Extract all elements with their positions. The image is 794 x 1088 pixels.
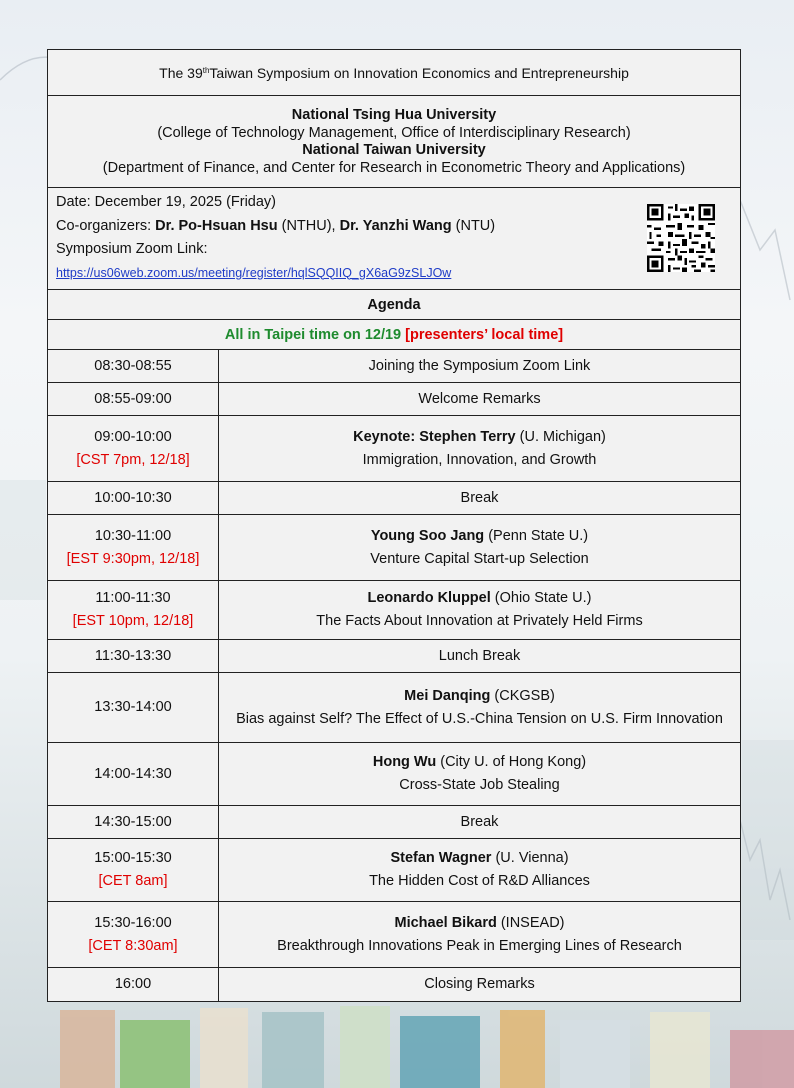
taipei-time: 10:00-10:30	[94, 489, 172, 506]
agenda-row	[48, 839, 740, 902]
local-time-note: [presenters’ local time]	[405, 326, 564, 343]
agenda-table	[48, 350, 740, 1001]
agenda-row	[48, 673, 740, 743]
session-title: Closing Remarks	[424, 976, 535, 992]
session-title: Lunch Break	[438, 647, 521, 664]
presenter	[390, 847, 568, 870]
co-organizer-affiliation: (NTHU),	[277, 217, 340, 234]
session-title: Joining the Symposium Zoom Link	[368, 357, 591, 374]
session-description	[219, 350, 740, 382]
session-time	[48, 806, 219, 838]
session-time	[48, 581, 219, 639]
paper-title: Cross-State Job Stealing	[399, 777, 560, 793]
agenda-row	[48, 640, 740, 673]
paper-title: The Facts About Innovation at Privately Held Firms	[316, 613, 643, 629]
session-time	[48, 640, 219, 672]
session-time	[48, 743, 219, 805]
presenter-local-time: [EST 10pm, 12/18]	[72, 613, 194, 629]
presenter	[404, 685, 555, 708]
session-title: Welcome Remarks	[418, 390, 541, 407]
presenter	[368, 587, 592, 610]
co-organizer-name: Dr. Yanzhi Wang	[339, 217, 452, 234]
host-name: National Taiwan University	[302, 142, 486, 158]
taipei-time: 14:00-14:30	[94, 765, 172, 782]
presenter-affiliation: (City U. of Hong Kong)	[436, 754, 587, 770]
zoom-link-label: Symposium Zoom Link:	[56, 241, 208, 257]
event-date: Date: December 19, 2025 (Friday)	[56, 194, 277, 210]
session-description	[219, 581, 740, 639]
paper-title: Venture Capital Start-up Selection	[370, 550, 589, 567]
co-organizer-name: Dr. Po-Hsuan Hsu	[155, 217, 278, 234]
taipei-time: 15:30-16:00	[94, 914, 172, 931]
agenda-row	[48, 482, 740, 515]
host-units: (College of Technology Management, Office of Interdisciplinary Research)	[157, 124, 631, 141]
session-title: Break	[460, 813, 499, 830]
session-description	[219, 416, 740, 481]
agenda-row	[48, 383, 740, 416]
agenda-row	[48, 350, 740, 383]
title-ordinal-suffix: th	[202, 66, 210, 75]
taipei-time-note: All in Taipei time on 12/19	[224, 326, 402, 343]
agenda-row	[48, 515, 740, 581]
presenter-name: Young Soo Jang	[370, 527, 485, 544]
presenter-name: Michael Bikard	[394, 914, 497, 931]
presenter-name: Leonardo Kluppel	[367, 590, 491, 606]
session-description	[219, 640, 740, 672]
zoom-registration-link[interactable]: https://us06web.zoom.us/meeting/register/hqlSQQIIQ_gX6aG9zSLJOw	[56, 265, 452, 280]
taipei-time: 16:00	[114, 976, 152, 992]
presenter-local-time: [CET 8am]	[98, 873, 168, 889]
session-title: Break	[460, 489, 499, 506]
co-organizers-label: Co-organizers:	[56, 217, 156, 234]
session-description	[219, 839, 740, 901]
session-description	[219, 902, 740, 967]
host-units: (Department of Finance, and Center for Research in Econometric Theory and Applications)	[102, 159, 686, 176]
presenter	[353, 426, 606, 449]
session-time	[48, 839, 219, 901]
paper-title: The Hidden Cost of R&D Alliances	[369, 873, 590, 889]
taipei-time: 10:30-11:00	[94, 527, 172, 544]
session-description	[219, 743, 740, 805]
presenter-affiliation: (U. Michigan)	[515, 428, 606, 445]
presenter	[371, 525, 588, 548]
paper-title: Immigration, Innovation, and Growth	[362, 451, 597, 468]
session-description	[219, 806, 740, 838]
session-time	[48, 902, 219, 967]
session-description	[219, 968, 740, 1001]
session-description	[219, 383, 740, 415]
taipei-time: 15:00-15:30	[94, 850, 172, 866]
presenter-affiliation: (Penn State U.)	[484, 527, 589, 544]
session-time	[48, 515, 219, 580]
session-description	[219, 673, 740, 742]
session-time	[48, 350, 219, 382]
presenter	[394, 912, 564, 935]
session-description	[219, 515, 740, 580]
taipei-time: 13:30-14:00	[94, 699, 172, 715]
paper-title: Breakthrough Innovations Peak in Emerging Lines of Research	[277, 937, 682, 954]
bar-chart-decoration	[60, 1006, 794, 1088]
presenter-affiliation: (U. Vienna)	[491, 850, 569, 866]
co-organizers	[56, 215, 740, 239]
presenter-name: Keynote: Stephen Terry	[353, 428, 516, 445]
qr-code-icon[interactable]	[647, 204, 715, 272]
session-time	[48, 383, 219, 415]
taipei-time: 14:30-15:00	[94, 813, 172, 830]
presenter	[373, 751, 586, 774]
presenter-affiliation: (INSEAD)	[496, 914, 565, 931]
presenter-local-time: [CET 8:30am]	[88, 937, 178, 954]
taipei-time: 08:55-09:00	[94, 390, 172, 407]
paper-title: Bias against Self? The Effect of U.S.-China Tension on U.S. Firm Innovation	[236, 710, 723, 727]
taipei-time: 11:00-11:30	[95, 590, 171, 606]
session-time	[48, 673, 219, 742]
session-time	[48, 968, 219, 1001]
session-time	[48, 482, 219, 514]
agenda-row	[48, 806, 740, 839]
agenda-heading: Agenda	[48, 290, 740, 320]
host-name: National Tsing Hua University	[291, 107, 497, 123]
presenter-local-time: [CST 7pm, 12/18]	[76, 451, 190, 468]
host-institutions	[48, 96, 740, 188]
presenter-name: Stefan Wagner	[390, 850, 492, 866]
session-description	[219, 482, 740, 514]
session-time	[48, 416, 219, 481]
presenter-affiliation: (Ohio State U.)	[490, 590, 592, 606]
agenda-row	[48, 581, 740, 640]
agenda-row	[48, 902, 740, 968]
presenter-name: Mei Danqing	[404, 687, 491, 704]
taipei-time: 08:30-08:55	[94, 357, 172, 374]
agenda-row	[48, 416, 740, 482]
event-info	[48, 188, 740, 290]
taipei-time: 11:30-13:30	[94, 647, 172, 664]
presenter-local-time: [EST 9:30pm, 12/18]	[66, 550, 200, 567]
timezone-note	[48, 320, 740, 350]
presenter-name: Hong Wu	[372, 754, 437, 770]
co-organizer-affiliation: (NTU)	[451, 217, 496, 234]
agenda-row	[48, 968, 740, 1001]
presenter-affiliation: (CKGSB)	[490, 687, 555, 704]
title-suffix: Taiwan Symposium on Innovation Economics and Entrepreneurship	[209, 64, 629, 81]
symposium-program	[47, 49, 741, 1002]
title-prefix: The 39	[159, 64, 203, 81]
taipei-time: 09:00-10:00	[94, 428, 172, 445]
symposium-title	[48, 50, 740, 96]
agenda-row	[48, 743, 740, 806]
